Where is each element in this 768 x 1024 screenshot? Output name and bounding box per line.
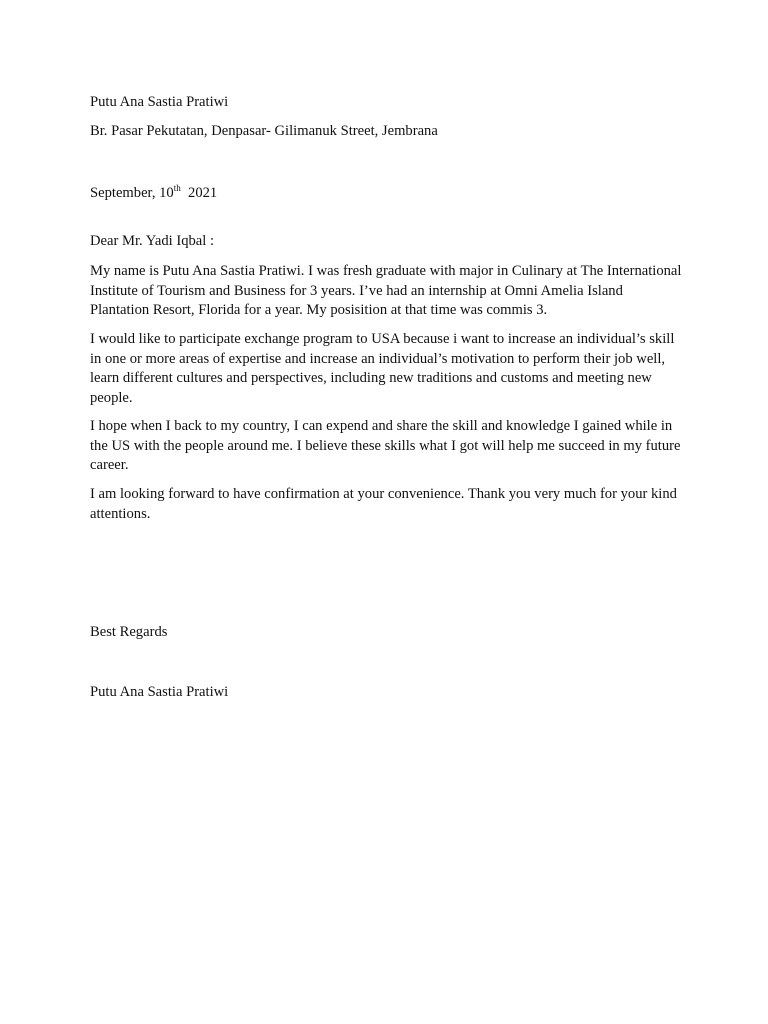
body-paragraph-2: I would like to participate exchange program to USA because i want to increase an individual’s skill in one or more areas of expertise and increase an individual’s motivation to perform their job well, learn different cultures and perspectives, including new traditions and customs and meeting new people. xyxy=(90,331,675,406)
date-month-day: September, 10 xyxy=(90,185,174,201)
sender-name: Putu Ana Sastia Pratiwi xyxy=(90,94,229,110)
body-paragraph-3: I hope when I back to my country, I can expend and share the skill and knowledge I gained while in the US with the people around me. I believe these skills what I got will help me succeed in my future career. xyxy=(90,418,681,473)
letter-date xyxy=(90,184,217,204)
date-year: 2021 xyxy=(188,185,218,201)
salutation: Dear Mr. Yadi Iqbal : xyxy=(90,233,215,249)
body-paragraph-4: I am looking forward to have confirmation at your convenience. Thank you very much for your kind attentions. xyxy=(90,486,677,522)
sender-address: Br. Pasar Pekutatan, Denpasar- Gilimanuk Street, Jembrana xyxy=(90,123,438,139)
body-paragraph-1: My name is Putu Ana Sastia Pratiwi. I was fresh graduate with major in Culinary at The International Institute of Tourism and Business for 3 years. I’ve had an internship at Omni Amelia Island Plantation Resort, Florida for a year. My posisition at that time was commis 3. xyxy=(90,263,682,318)
closing: Best Regards xyxy=(90,624,168,640)
date-suffix: th xyxy=(173,183,181,193)
signature-name: Putu Ana Sastia Pratiwi xyxy=(90,684,229,700)
